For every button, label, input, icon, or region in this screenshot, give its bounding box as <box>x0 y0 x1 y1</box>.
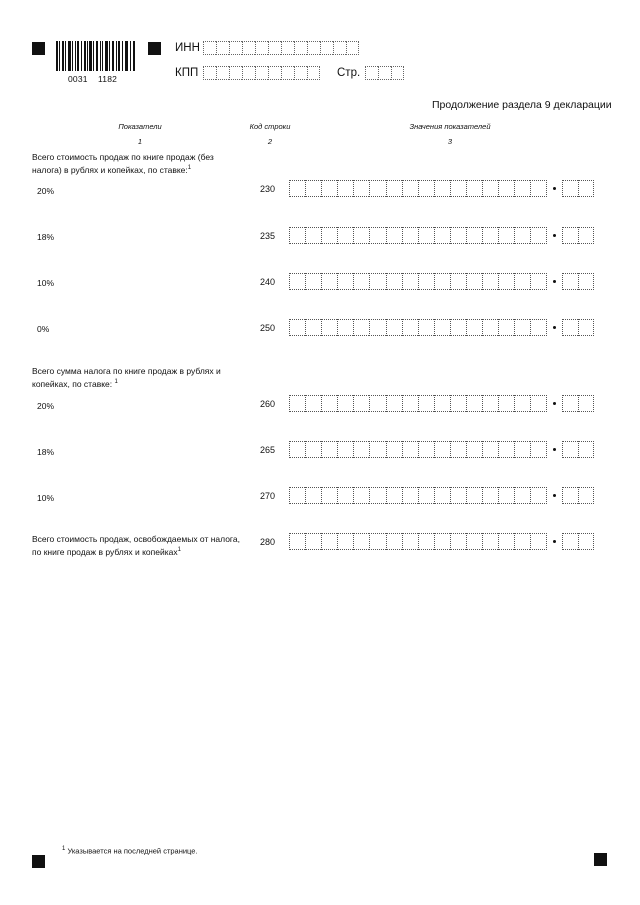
column-header-line-code: Код строки <box>249 122 291 131</box>
row-code-230: 230 <box>260 184 276 194</box>
row-code-280: 280 <box>260 537 276 547</box>
value-field-235[interactable] <box>289 227 594 244</box>
decimal-point <box>553 280 556 283</box>
registration-marker-bottom-left <box>32 855 45 868</box>
row-label-18: 18% <box>37 447 55 457</box>
decimal-point <box>553 494 556 497</box>
row-code-235: 235 <box>260 231 276 241</box>
decimal-point <box>553 326 556 329</box>
registration-marker-bottom-right <box>594 853 607 866</box>
registration-marker-top-middle <box>148 42 161 55</box>
column-header-values: Значения показателей <box>409 122 491 131</box>
barcode-number-left: 0031 <box>68 74 88 84</box>
section-tax-amount-heading: Всего сумма налога по книге продаж в рублях и копейках, по ставке: $^1$ <box>32 366 221 389</box>
row-label-20: 20% <box>37 186 55 196</box>
value-field-240[interactable] <box>289 273 594 290</box>
page-label: Стр. <box>337 67 361 79</box>
page-title: Продолжение раздела 9 декларации <box>432 99 612 111</box>
row-code-240: 240 <box>260 277 276 287</box>
row-code-260: 260 <box>260 399 276 409</box>
value-field-280[interactable] <box>289 533 594 550</box>
footnote: $^1$ Указывается на последней странице. <box>62 846 198 856</box>
section-sales-value-heading: Всего стоимость продаж по книге продаж (без налога) в рублях и копейках, по ставке:$^1$ <box>32 152 214 175</box>
row-label-18: 18% <box>37 232 55 242</box>
kpp-field[interactable] <box>203 66 320 80</box>
row-label-10: 10% <box>37 493 55 503</box>
column-number-2: 2 <box>267 137 273 146</box>
row-code-270: 270 <box>260 491 276 501</box>
column-number-1: 1 <box>137 137 143 146</box>
barcode <box>56 41 136 73</box>
decimal-point <box>553 448 556 451</box>
decimal-point <box>553 540 556 543</box>
row-label-20: 20% <box>37 401 55 411</box>
barcode-number-right: 1182 <box>98 74 118 84</box>
column-number-3: 3 <box>447 137 453 146</box>
decimal-point <box>553 187 556 190</box>
inn-label: ИНН <box>175 42 200 54</box>
row-code-265: 265 <box>260 445 276 455</box>
section-exempt-sales-heading: Всего стоимость продаж, освобождаемых от налога, по книге продаж в рублях и копейках$^1$ <box>32 534 240 557</box>
value-field-230[interactable] <box>289 180 594 197</box>
column-header-indicators: Показатели <box>118 122 162 131</box>
value-field-260[interactable] <box>289 395 594 412</box>
inn-field[interactable] <box>203 41 359 55</box>
page-number-field[interactable] <box>365 66 404 80</box>
row-label-10: 10% <box>37 278 55 288</box>
decimal-point <box>553 402 556 405</box>
row-code-250: 250 <box>260 323 276 333</box>
registration-marker-top-left <box>32 42 45 55</box>
value-field-270[interactable] <box>289 487 594 504</box>
row-label-0: 0% <box>37 324 50 334</box>
kpp-label: КПП <box>175 67 199 79</box>
value-field-250[interactable] <box>289 319 594 336</box>
value-field-265[interactable] <box>289 441 594 458</box>
decimal-point <box>553 234 556 237</box>
